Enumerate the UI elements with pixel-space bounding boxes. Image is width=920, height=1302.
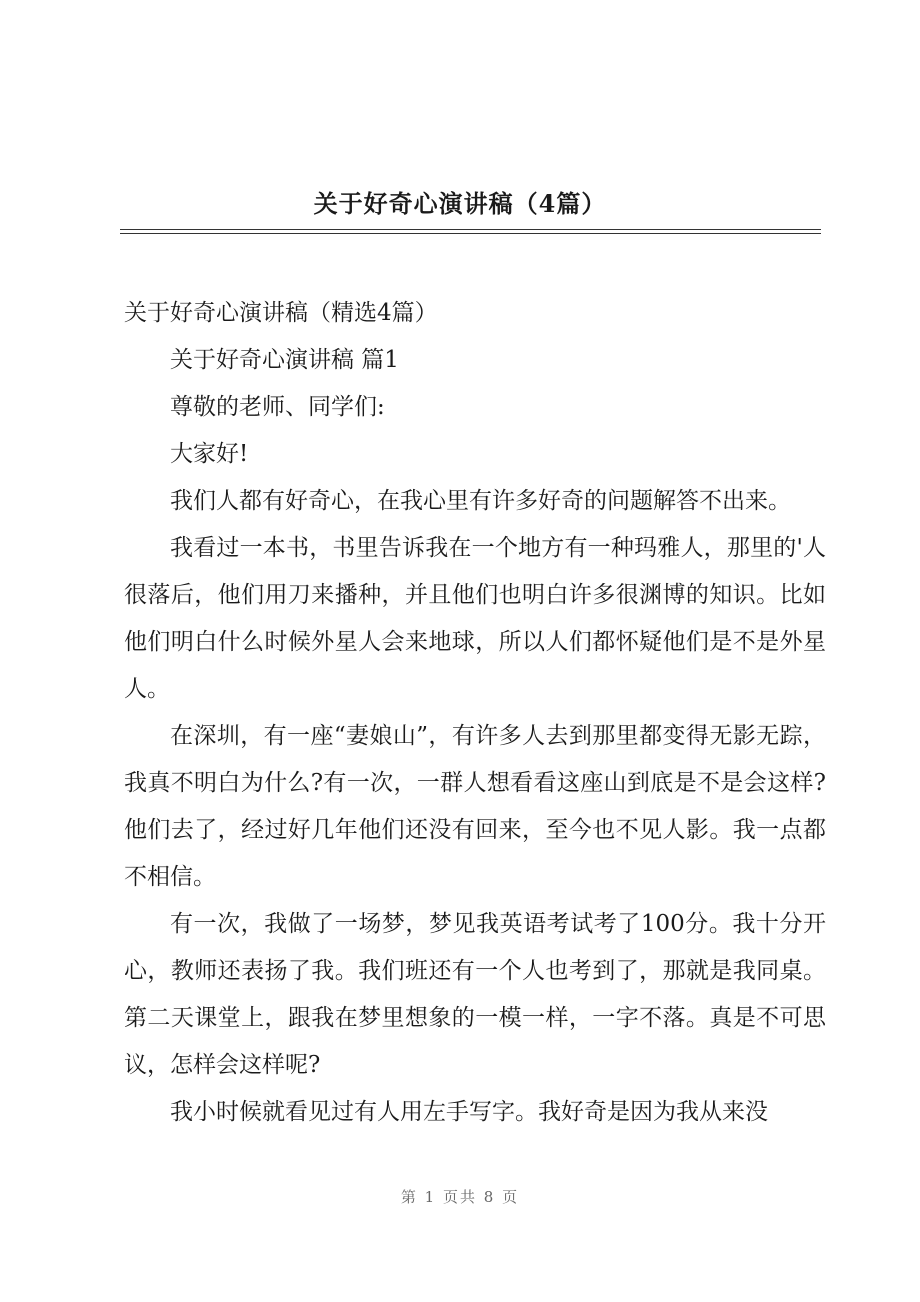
body-paragraph: 我小时候就看见过有人用左手写字。我好奇是因为我从来没 [170, 1099, 768, 1125]
body-paragraph: 我们人都有好奇心，在我心里有许多好奇的问题解答不出来。 [170, 488, 791, 514]
salutation-paragraph: 尊敬的老师、同学们: [170, 394, 385, 420]
section-heading: 关于好奇心演讲稿 篇1 [170, 347, 399, 373]
greeting-paragraph: 大家好! [170, 441, 249, 467]
body-paragraph: 有一次，我做了一场梦，梦见我英语考试考了100分。我十分开心，教师还表扬了我。我们班还有一个人也考到了，那就是我同桌。第二天课堂上，跟我在梦里想象的一模一样，一字不落。真是不可思议，怎样会这样呢? [124, 911, 826, 1078]
body-paragraph: 在深圳，有一座“妻娘山”，有许多人去到那里都变得无影无踪，我真不明白为什么?有一次，一群人想看看这座山到底是不是会这样?他们去了，经过好几年他们还没有回来，至今也不见人影。我一点都不相信。 [124, 723, 826, 890]
subtitle-paragraph: 关于好奇心演讲稿（精选4篇） [124, 300, 438, 326]
title-divider-bottom [120, 233, 821, 234]
page-title: 关于好奇心演讲稿（4篇） [313, 189, 607, 218]
page-footer: 第 1 页共 8 页 [400, 1188, 520, 1206]
body-paragraph: 我看过一本书，书里告诉我在一个地方有一种玛雅人，那里的'人很落后，他们用刀来播种，并且他们也明白许多很渊博的知识。比如他们明白什么时候外星人会来地球，所以人们都怀疑他们是不是外星人。 [124, 535, 826, 702]
document-body [124, 290, 826, 1136]
title-divider-top [120, 229, 821, 230]
